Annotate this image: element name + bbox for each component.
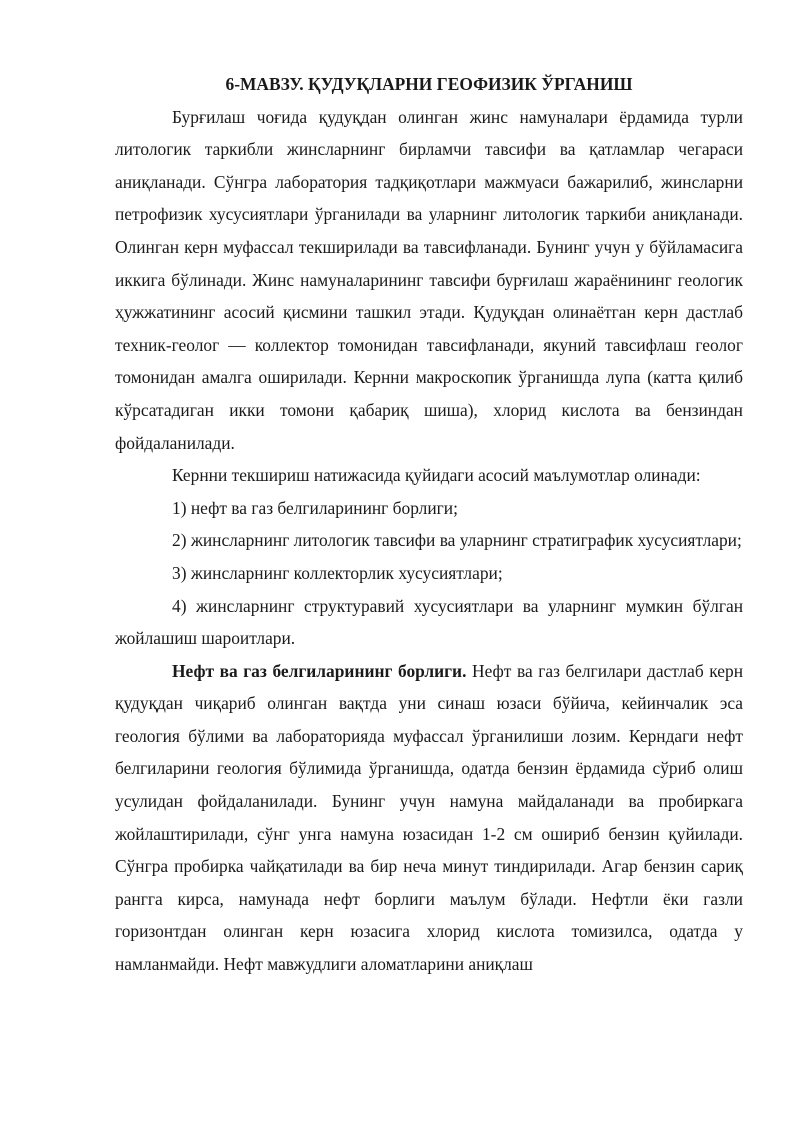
list-item-1: 1) нефт ва газ белгиларининг борлиги;	[172, 497, 458, 518]
paragraph-intro: Бурғилаш чоғида қудуқдан олинган жинс намуналари ёрдамида турли литологик таркибли жинсларнинг бирламчи тавсифи ва қатламлар чегараси аниқланади. Сўнгра лаборатория тадқиқотлари мажмуаси бажарилиб, жинсларни петрофизик хусусиятлари ўрганилади ва уларнинг литологик таркиби аниқланади. Олинган керн муфассал текширилади ва тавсифланади. Бунинг учун у бўйламасига иккига бўлинади. Жинс намуналарининг тавсифи бурғилаш жараёнининг геологик ҳужжатининг асосий қисмини ташкил этади. Қудуқдан олинаётган керн дастлаб техник-геолог — коллектор томонидан тавсифланади, якуний тавсифлаш геолог томонидан амалга оширилади. Кернни макроскопик ўрганишда лупа (катта қилиб кўрсатадиган икки томони қабариқ шиша), хлорид кислота ва бензиндан фойдаланилади.	[115, 106, 743, 453]
list-item-2: 2) жинсларнинг литологик тавсифи ва уларнинг стратиграфик хусусиятлари;	[172, 530, 742, 551]
paragraph-oil-gas	[115, 655, 743, 981]
list-item-3: 3) жинсларнинг коллекторлик хусусиятлари;	[172, 562, 503, 583]
page-title: 6-МАВЗУ. ҚУДУҚЛАРНИ ГЕОФИЗИК ЎРГАНИШ	[225, 74, 633, 94]
list-item-4: 4) жинсларнинг структуравий хусусиятлари ва уларнинг мумкин бўлган жойлашиш шароитлари.	[115, 595, 743, 649]
document-body	[115, 68, 743, 981]
paragraph-oil-gas-text: Нефт ва газ белгилари дастлаб керн қудуқдан чиқариб олинган вақтда уни синаш юзаси бўйича, кейинчалик эса геология бўлими ва лабораторияда муфассал ўрганилиши лозим. Керндаги нефт белгиларини геология бўлимида ўрганишда, одатда бензин ёрдамида сўриб олиш усулидан фойдаланилади. Бунинг учун намуна майдаланади ва пробиркага жойлаштирилади, сўнг унга намуна юзасидан 1-2 см ошириб бензин қуйилади. Сўнгра пробирка чайқатилади ва бир неча минут тиндирилади. Агар бензин сариқ рангга кирса, намунада нефт борлиги маълум бўлади. Нефтли ёки газли горизонтдан олинган керн юзасига хлорид кислота томизилса, одатда у намланмайди. Нефт мавжудлиги аломатларини аниқлаш	[115, 660, 743, 975]
paragraph-results-lead: Кернни текшириш натижасида қуйидаги асосий маълумотлар олинади:	[172, 465, 701, 486]
section-lead-heading: Нефт ва газ белгиларининг борлиги.	[172, 660, 467, 681]
